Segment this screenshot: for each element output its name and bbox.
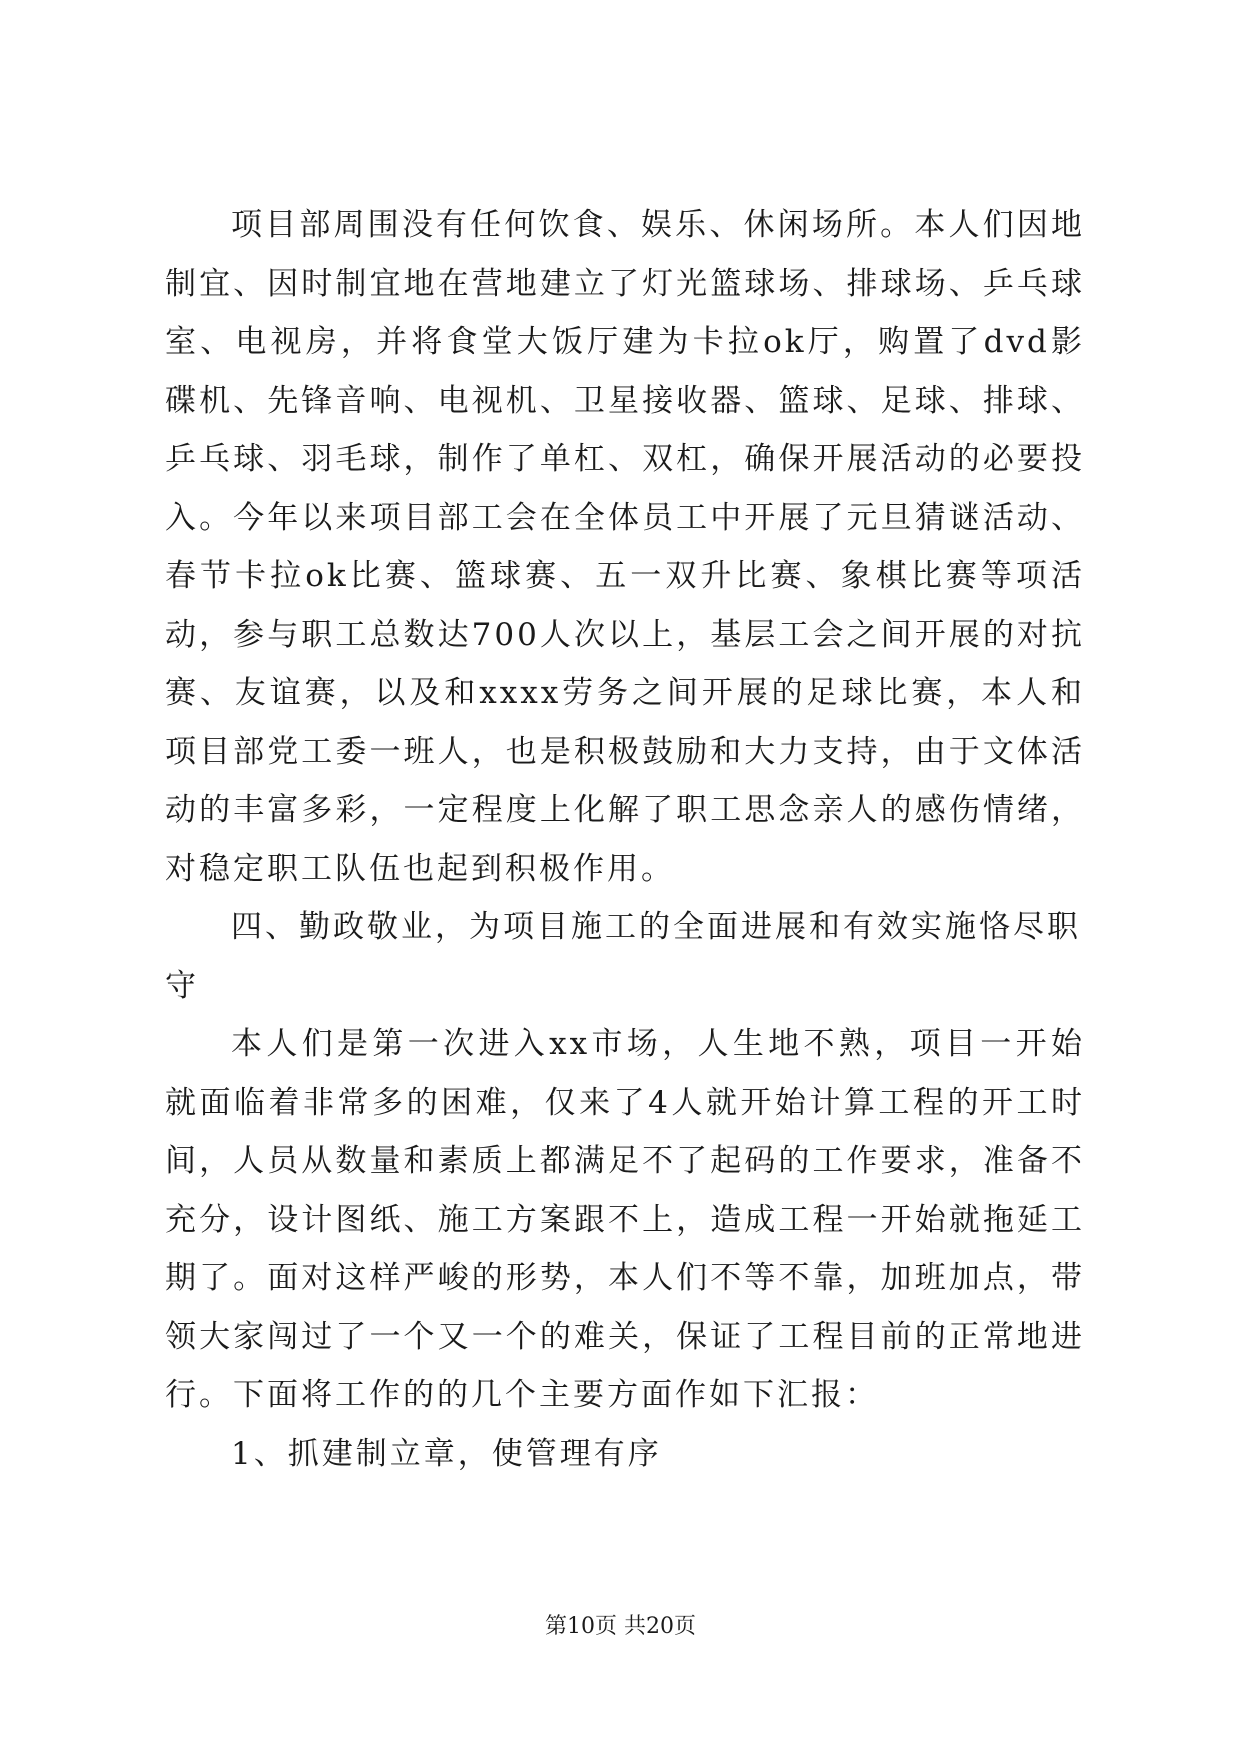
page-number-footer: 第10页 共20页 [545, 1614, 696, 1639]
paragraph-activities: 项目部周围没有任何饮食、娱乐、休闲场所。本人们因地制宜、因时制宜地在营地建立了灯光篮球场、排球场、乒乓球室、电视房，并将食堂大饭厅建为卡拉ok厅，购置了dvd影碟机、先锋音响、电视机、卫星接收器、篮球、足球、排球、乒乓球、羽毛球，制作了单杠、双杠，确保开展活动的必要投入。今年以来项目部工会在全体员工中开展了元旦猜谜活动、春节卡拉ok比赛、篮球赛、五一双升比赛、象棋比赛等项活动，参与职工总数达700人次以上，基层工会之间开展的对抗赛、友谊赛，以及和xxxx劳务之间开展的足球比赛，本人和项目部党工委一班人，也是积极鼓励和大力支持，由于文体活动的丰富多彩，一定程度上化解了职工思念亲人的感伤情绪，对稳定职工队伍也起到积极作用。 [165, 207, 1085, 887]
subheading-one: 1、抓建制立章，使管理有序 [231, 1435, 662, 1472]
document-body [165, 196, 1085, 1483]
paragraph-market-entry: 本人们是第一次进入xx市场，人生地不熟，项目一开始就面临着非常多的困难，仅来了4人就开始计算工程的开工时间，人员从数量和素质上都满足不了起码的工作要求，准备不充分，设计图纸、施工方案跟不上，造成工程一开始就拖延工期了。面对这样严峻的形势，本人们不等不靠，加班加点，带领大家闯过了一个又一个的难关，保证了工程目前的正常地进行。下面将工作的的几个主要方面作如下汇报： [165, 1026, 1085, 1413]
section-heading-four: 四、勤政敬业，为项目施工的全面进展和有效实施恪尽职守 [165, 909, 1081, 1004]
